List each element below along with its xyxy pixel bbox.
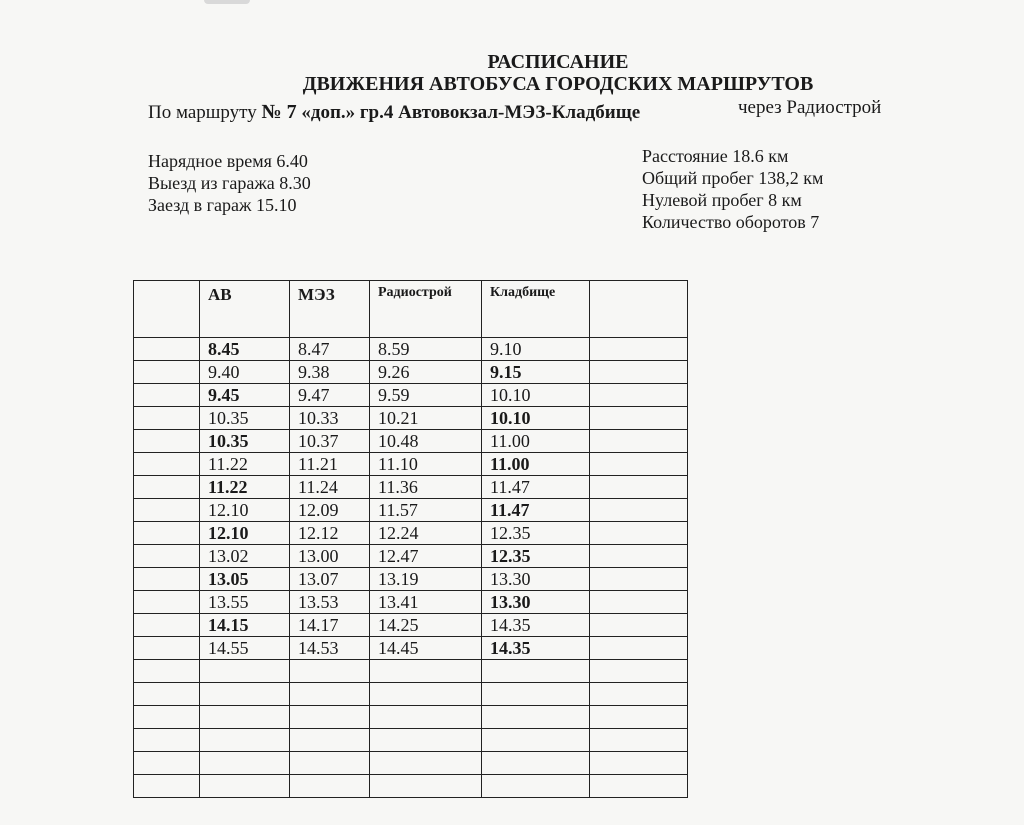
time-cell-mez: 8.47 <box>290 338 370 361</box>
empty-cell <box>482 775 590 798</box>
empty-cell <box>590 775 688 798</box>
column-header-blank-left <box>134 281 200 338</box>
time-cell-kladbishche: 11.00 <box>482 430 590 453</box>
empty-cell <box>590 706 688 729</box>
route-number: № 7 <box>261 101 297 123</box>
row-blank-cell <box>590 407 688 430</box>
time-cell-mez: 14.17 <box>290 614 370 637</box>
table-row-empty <box>134 729 688 752</box>
empty-cell <box>134 775 200 798</box>
row-blank-cell <box>590 476 688 499</box>
empty-cell <box>200 752 290 775</box>
row-blank-cell <box>134 522 200 545</box>
time-cell-kladbishche: 12.35 <box>482 522 590 545</box>
empty-cell <box>370 683 482 706</box>
row-blank-cell <box>134 568 200 591</box>
time-cell-ab: 11.22 <box>200 476 290 499</box>
row-blank-cell <box>590 499 688 522</box>
row-blank-cell <box>134 453 200 476</box>
row-blank-cell <box>590 384 688 407</box>
empty-cell <box>290 752 370 775</box>
column-header-radiostroy: Радиострой <box>370 281 482 338</box>
time-cell-ab: 9.40 <box>200 361 290 384</box>
table-row <box>134 476 688 499</box>
column-header-mez: МЭЗ <box>290 281 370 338</box>
time-cell-radiostroy: 10.21 <box>370 407 482 430</box>
table-row <box>134 637 688 660</box>
dispatch-time: Нарядное время 6.40 <box>148 151 308 171</box>
column-header-kladbishche: Кладбище <box>482 281 590 338</box>
empty-cell <box>200 683 290 706</box>
empty-cell <box>482 706 590 729</box>
empty-cell <box>590 683 688 706</box>
time-cell-kladbishche: 14.35 <box>482 614 590 637</box>
table-row <box>134 384 688 407</box>
table-header-row <box>134 281 688 338</box>
table-row <box>134 407 688 430</box>
row-blank-cell <box>590 591 688 614</box>
time-cell-radiostroy: 9.26 <box>370 361 482 384</box>
table-row <box>134 522 688 545</box>
distance: Расстояние 18.6 км <box>642 146 789 166</box>
empty-cell <box>290 775 370 798</box>
row-blank-cell <box>134 476 200 499</box>
empty-cell <box>590 729 688 752</box>
garage-return: Заезд в гараж 15.10 <box>148 195 297 215</box>
time-cell-radiostroy: 14.45 <box>370 637 482 660</box>
route-name: «доп.» гр.4 Автовокзал-МЭЗ-Кладбище <box>296 102 641 123</box>
row-blank-cell <box>590 430 688 453</box>
time-cell-ab: 13.05 <box>200 568 290 591</box>
table-row <box>134 361 688 384</box>
empty-cell <box>482 660 590 683</box>
time-cell-ab: 12.10 <box>200 499 290 522</box>
time-cell-radiostroy: 13.41 <box>370 591 482 614</box>
paper-edge <box>204 0 250 4</box>
empty-cell <box>290 729 370 752</box>
table-row-empty <box>134 752 688 775</box>
time-cell-mez: 10.37 <box>290 430 370 453</box>
table-row <box>134 614 688 637</box>
empty-cell <box>200 706 290 729</box>
row-blank-cell <box>590 614 688 637</box>
table-row-empty <box>134 775 688 798</box>
table-row <box>134 591 688 614</box>
time-cell-radiostroy: 11.36 <box>370 476 482 499</box>
empty-cell <box>134 683 200 706</box>
time-cell-ab: 13.55 <box>200 591 290 614</box>
empty-cell <box>134 752 200 775</box>
time-cell-ab: 12.10 <box>200 522 290 545</box>
time-cell-kladbishche: 11.00 <box>482 453 590 476</box>
empty-cell <box>290 660 370 683</box>
time-cell-mez: 9.38 <box>290 361 370 384</box>
table-row <box>134 430 688 453</box>
empty-cell <box>200 660 290 683</box>
row-blank-cell <box>590 361 688 384</box>
column-header-blank-right <box>590 281 688 338</box>
time-cell-ab: 10.35 <box>200 430 290 453</box>
time-cell-mez: 13.00 <box>290 545 370 568</box>
table-row-empty <box>134 660 688 683</box>
empty-cell <box>590 752 688 775</box>
row-blank-cell <box>134 499 200 522</box>
time-cell-mez: 11.24 <box>290 476 370 499</box>
empty-cell <box>370 775 482 798</box>
route-via: через Радиострой <box>738 97 882 118</box>
row-blank-cell <box>590 637 688 660</box>
time-cell-mez: 13.07 <box>290 568 370 591</box>
empty-cell <box>134 660 200 683</box>
time-cell-mez: 10.33 <box>290 407 370 430</box>
time-cell-kladbishche: 12.35 <box>482 545 590 568</box>
time-cell-kladbishche: 10.10 <box>482 407 590 430</box>
empty-cell <box>482 729 590 752</box>
row-blank-cell <box>590 522 688 545</box>
table-row <box>134 568 688 591</box>
garage-times <box>148 150 311 216</box>
time-cell-mez: 12.09 <box>290 499 370 522</box>
empty-cell <box>200 729 290 752</box>
empty-cell <box>134 706 200 729</box>
row-blank-cell <box>590 338 688 361</box>
route-stats <box>642 145 823 233</box>
row-blank-cell <box>134 430 200 453</box>
time-cell-radiostroy: 11.10 <box>370 453 482 476</box>
row-blank-cell <box>134 591 200 614</box>
time-cell-radiostroy: 12.24 <box>370 522 482 545</box>
row-blank-cell <box>134 407 200 430</box>
time-cell-ab: 14.15 <box>200 614 290 637</box>
time-cell-radiostroy: 11.57 <box>370 499 482 522</box>
time-cell-mez: 11.21 <box>290 453 370 476</box>
empty-cell <box>482 683 590 706</box>
route-line <box>148 97 882 124</box>
table-row-empty <box>134 706 688 729</box>
time-cell-ab: 13.02 <box>200 545 290 568</box>
time-cell-ab: 14.55 <box>200 637 290 660</box>
empty-cell <box>370 706 482 729</box>
table-row-empty <box>134 683 688 706</box>
empty-cell <box>370 729 482 752</box>
row-blank-cell <box>134 338 200 361</box>
time-cell-kladbishche: 9.10 <box>482 338 590 361</box>
time-cell-radiostroy: 14.25 <box>370 614 482 637</box>
time-cell-kladbishche: 9.15 <box>482 361 590 384</box>
empty-cell <box>200 775 290 798</box>
document-title: РАСПИСАНИЕ <box>487 51 629 73</box>
schedule-table <box>133 280 688 798</box>
table-row <box>134 545 688 568</box>
time-cell-ab: 9.45 <box>200 384 290 407</box>
time-cell-mez: 9.47 <box>290 384 370 407</box>
empty-cell <box>370 752 482 775</box>
schedule-body <box>134 338 688 798</box>
garage-departure: Выезд из гаража 8.30 <box>148 173 311 193</box>
time-cell-mez: 12.12 <box>290 522 370 545</box>
row-blank-cell <box>590 545 688 568</box>
time-cell-kladbishche: 11.47 <box>482 499 590 522</box>
time-cell-kladbishche: 10.10 <box>482 384 590 407</box>
empty-cell <box>290 706 370 729</box>
time-cell-radiostroy: 12.47 <box>370 545 482 568</box>
total-mileage: Общий пробег 138,2 км <box>642 168 824 188</box>
time-cell-ab: 10.35 <box>200 407 290 430</box>
row-blank-cell <box>134 361 200 384</box>
time-cell-radiostroy: 10.48 <box>370 430 482 453</box>
empty-cell <box>590 660 688 683</box>
column-header-ab: АВ <box>200 281 290 338</box>
time-cell-kladbishche: 13.30 <box>482 568 590 591</box>
time-cell-ab: 11.22 <box>200 453 290 476</box>
time-cell-mez: 14.53 <box>290 637 370 660</box>
table-row <box>134 499 688 522</box>
row-blank-cell <box>134 384 200 407</box>
empty-cell <box>482 752 590 775</box>
time-cell-radiostroy: 13.19 <box>370 568 482 591</box>
time-cell-radiostroy: 8.59 <box>370 338 482 361</box>
row-blank-cell <box>134 614 200 637</box>
document-subtitle: ДВИЖЕНИЯ АВТОБУСА ГОРОДСКИХ МАРШРУТОВ <box>302 73 814 95</box>
time-cell-kladbishche: 11.47 <box>482 476 590 499</box>
time-cell-kladbishche: 14.35 <box>482 637 590 660</box>
row-blank-cell <box>134 637 200 660</box>
table-row <box>134 453 688 476</box>
row-blank-cell <box>590 568 688 591</box>
empty-cell <box>370 660 482 683</box>
empty-cell <box>290 683 370 706</box>
route-prefix: По маршруту <box>148 102 262 123</box>
time-cell-ab: 8.45 <box>200 338 290 361</box>
row-blank-cell <box>134 545 200 568</box>
turnover-count: Количество оборотов 7 <box>642 212 820 232</box>
row-blank-cell <box>590 453 688 476</box>
empty-cell <box>134 729 200 752</box>
zero-mileage: Нулевой пробег 8 км <box>642 190 802 210</box>
time-cell-kladbishche: 13.30 <box>482 591 590 614</box>
time-cell-radiostroy: 9.59 <box>370 384 482 407</box>
table-row <box>134 338 688 361</box>
time-cell-mez: 13.53 <box>290 591 370 614</box>
